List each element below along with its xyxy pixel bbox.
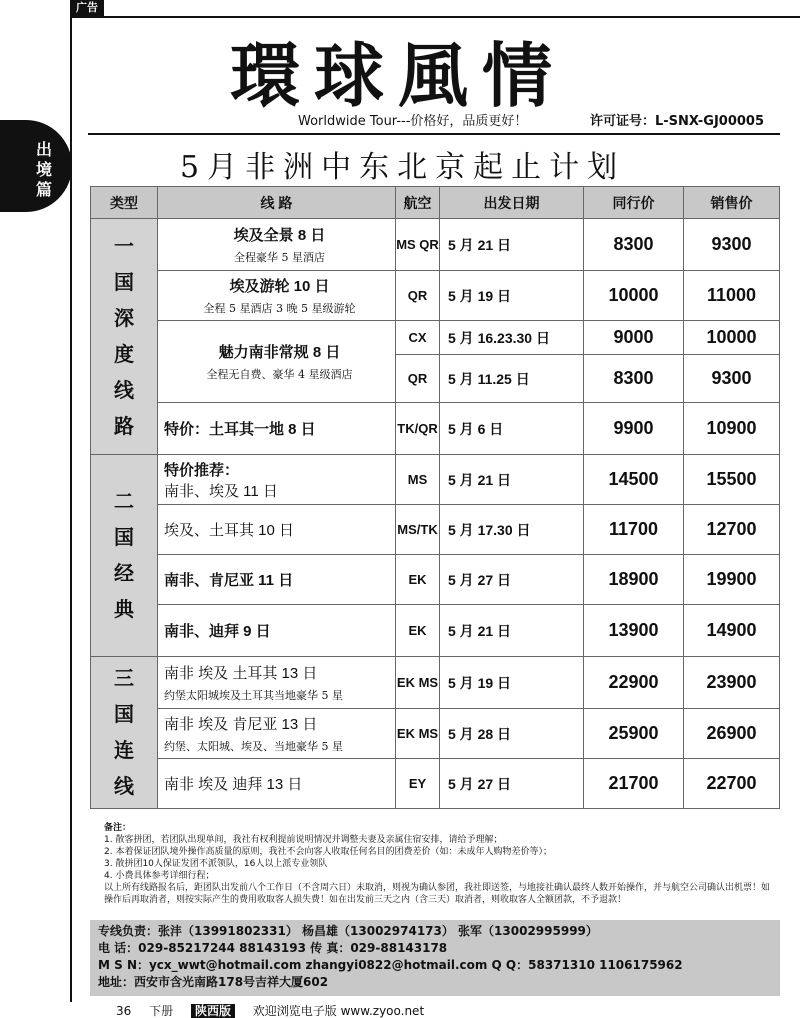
- route-cell: [158, 321, 396, 403]
- airline-cell: EK MS: [396, 657, 440, 709]
- peer-price-cell: 21700: [584, 759, 684, 809]
- table-row: [91, 759, 780, 809]
- header-route: 线 路: [158, 187, 396, 219]
- route-detail: 全程 5 星酒店 3 晚 5 星级游轮: [203, 302, 356, 315]
- footer-link-text[interactable]: 欢迎浏览电子版 www.zyoo.net: [252, 1004, 425, 1018]
- airline-cell: EY: [396, 759, 440, 809]
- retail-price-cell: 23900: [684, 657, 780, 709]
- category-label: 三国连线: [114, 667, 134, 798]
- table-header-row: [91, 187, 780, 219]
- date-cell: 5 月 21 日: [440, 605, 584, 657]
- route-name: 魅力南非常规 8 日: [218, 344, 341, 361]
- peer-price-cell: 10000: [584, 271, 684, 321]
- tagline: Worldwide Tour---价格好，品质更好！: [298, 114, 528, 129]
- table-row: [91, 709, 780, 759]
- brand-logo-text: 環球風情: [230, 34, 566, 117]
- edition-badge: 陕西版: [191, 1004, 235, 1018]
- airline-cell: MS: [396, 455, 440, 505]
- route-cell: [158, 657, 396, 709]
- airline-cell: MS QR: [396, 219, 440, 271]
- route-detail: 约堡太阳城埃及土耳其当地豪华 5 星: [164, 689, 343, 702]
- note-item: 4. 小费具体参考详细行程；: [104, 871, 215, 881]
- volume-label: 下册: [149, 1004, 174, 1018]
- ad-tag: 广告: [70, 0, 104, 16]
- itinerary-table: [90, 186, 780, 809]
- page-footer: [116, 1002, 438, 1018]
- retail-price-cell: 15500: [684, 455, 780, 505]
- retail-price-cell: 10000: [684, 321, 780, 355]
- contact-address: 地址：西安市含光南路178号吉祥大厦602: [98, 975, 329, 989]
- date-cell: 5 月 6 日: [440, 403, 584, 455]
- contact-block: [90, 920, 780, 996]
- contact-msn-qq: M S N：ycx_wwt@hotmail.com zhangyi0822@hotmail.com Q Q：58371310 1106175962: [98, 958, 683, 972]
- date-cell: 5 月 16.23.30 日: [440, 321, 584, 355]
- airline-cell: QR: [396, 355, 440, 403]
- route-cell: [158, 403, 396, 455]
- peer-price-cell: 13900: [584, 605, 684, 657]
- date-cell: 5 月 11.25 日: [440, 355, 584, 403]
- note-item: 2. 本着保证团队境外操作高质量的原则，我社不会向客人收取任何名目的团费差价（如：未成年人购物差价等）；: [104, 847, 552, 857]
- route-cell: [158, 709, 396, 759]
- date-cell: 5 月 21 日: [440, 455, 584, 505]
- header-type: 类型: [91, 187, 158, 219]
- note-item: 3. 散拼团10人保证发团不派领队，16人以上派专业领队: [104, 859, 328, 869]
- airline-cell: EK: [396, 555, 440, 605]
- notes-block: [104, 822, 776, 906]
- notes-heading: 备注：: [104, 823, 132, 833]
- table-row: [91, 219, 780, 271]
- retail-price-cell: 9300: [684, 355, 780, 403]
- route-cell: [158, 271, 396, 321]
- contact-persons: 专线负责：张沣（13991802331） 杨昌雄（13002974173） 张军（13002995999）: [98, 924, 598, 938]
- route-detail: 约堡、太阳城、埃及、当地豪华 5 星: [164, 740, 343, 753]
- route-cell: [158, 219, 396, 271]
- date-cell: 5 月 17.30 日: [440, 505, 584, 555]
- table-row: [91, 321, 780, 355]
- license-number: 许可证号：L-SNX-GJ00005: [590, 114, 765, 129]
- route-name: 南非 埃及 肯尼亚 13 日: [164, 716, 318, 733]
- category-cell: [91, 455, 158, 657]
- plan-title: 5月非洲中东北京起止计划: [180, 150, 626, 185]
- date-cell: 5 月 19 日: [440, 271, 584, 321]
- route-name: 南非 埃及 迪拜 13 日: [164, 776, 303, 793]
- airline-cell: MS/TK: [396, 505, 440, 555]
- route-name: 南非、肯尼亚 11 日: [164, 572, 294, 589]
- date-cell: 5 月 27 日: [440, 555, 584, 605]
- route-cell: [158, 759, 396, 809]
- table-row: [91, 555, 780, 605]
- section-tab-label: 出境篇: [36, 140, 53, 199]
- route-detail: 全程无自费、豪华 4 星级酒店: [206, 368, 353, 381]
- airline-cell: EK: [396, 605, 440, 657]
- retail-price-cell: 19900: [684, 555, 780, 605]
- table-row: [91, 403, 780, 455]
- page-number: 36: [116, 1004, 132, 1018]
- airline-cell: TK/QR: [396, 403, 440, 455]
- route-cell: [158, 505, 396, 555]
- airline-cell: CX: [396, 321, 440, 355]
- date-cell: 5 月 19 日: [440, 657, 584, 709]
- peer-price-cell: 8300: [584, 219, 684, 271]
- peer-price-cell: 22900: [584, 657, 684, 709]
- route-name: 南非 埃及 土耳其 13 日: [164, 665, 318, 682]
- table-row: [91, 657, 780, 709]
- section-tab: [0, 120, 72, 212]
- peer-price-cell: 18900: [584, 555, 684, 605]
- table-row: [91, 455, 780, 505]
- note-item: 以上所有线路报名后，距团队出发前八个工作日（不含周六日）未取消，则视为确认参团，我社即送签，与地接社确认最终人数开始操作，并与航空公司确认出机票！如操作后再取消者，则按实际产生的费用收取客人损失费！如在出发前三天之内（含三天）取消者，则收取客人全额团款，不予退款！: [104, 883, 771, 905]
- retail-price-cell: 10900: [684, 403, 780, 455]
- category-cell: [91, 219, 158, 455]
- date-cell: 5 月 27 日: [440, 759, 584, 809]
- route-name: 南非、迪拜 9 日: [164, 623, 271, 640]
- airline-cell: EK MS: [396, 709, 440, 759]
- route-detail: 全程豪华 5 星酒店: [234, 251, 325, 264]
- route-name: 特价推荐：: [164, 461, 240, 479]
- table-row: [91, 505, 780, 555]
- peer-price-cell: 9900: [584, 403, 684, 455]
- category-cell: [91, 657, 158, 809]
- peer-price-cell: 14500: [584, 455, 684, 505]
- route-cell: [158, 555, 396, 605]
- date-cell: 5 月 21 日: [440, 219, 584, 271]
- header-airline: 航空: [396, 187, 440, 219]
- route-detail: 南非、埃及 11 日: [164, 482, 278, 500]
- category-label: 二国经典: [114, 490, 134, 621]
- retail-price-cell: 26900: [684, 709, 780, 759]
- peer-price-cell: 11700: [584, 505, 684, 555]
- header-retail-price: 销售价: [684, 187, 780, 219]
- note-item: 1. 散客拼团，若团队出现单间，我社有权利提前说明情况并调整夫妻及亲属住宿安排，请给予理解；: [104, 835, 503, 845]
- retail-price-cell: 22700: [684, 759, 780, 809]
- retail-price-cell: 11000: [684, 271, 780, 321]
- table-row: [91, 271, 780, 321]
- date-cell: 5 月 28 日: [440, 709, 584, 759]
- peer-price-cell: 8300: [584, 355, 684, 403]
- divider: [88, 133, 780, 135]
- route-name: 埃及、土耳其 10 日: [164, 522, 295, 539]
- peer-price-cell: 9000: [584, 321, 684, 355]
- route-cell: [158, 455, 396, 505]
- retail-price-cell: 14900: [684, 605, 780, 657]
- retail-price-cell: 9300: [684, 219, 780, 271]
- route-cell: [158, 605, 396, 657]
- route-name: 埃及全景 8 日: [233, 227, 326, 244]
- route-name: 特价：土耳其一地 8 日: [164, 421, 316, 438]
- header-peer-price: 同行价: [584, 187, 684, 219]
- contact-phone-fax: 电 话：029-85217244 88143193 传 真：029-88143178: [98, 941, 448, 955]
- airline-cell: QR: [396, 271, 440, 321]
- top-rule: [70, 16, 800, 18]
- route-name: 埃及游轮 10 日: [229, 278, 330, 295]
- header-date: 出发日期: [440, 187, 584, 219]
- retail-price-cell: 12700: [684, 505, 780, 555]
- peer-price-cell: 25900: [584, 709, 684, 759]
- table-row: [91, 605, 780, 657]
- category-label: 一国深度线路: [114, 235, 134, 438]
